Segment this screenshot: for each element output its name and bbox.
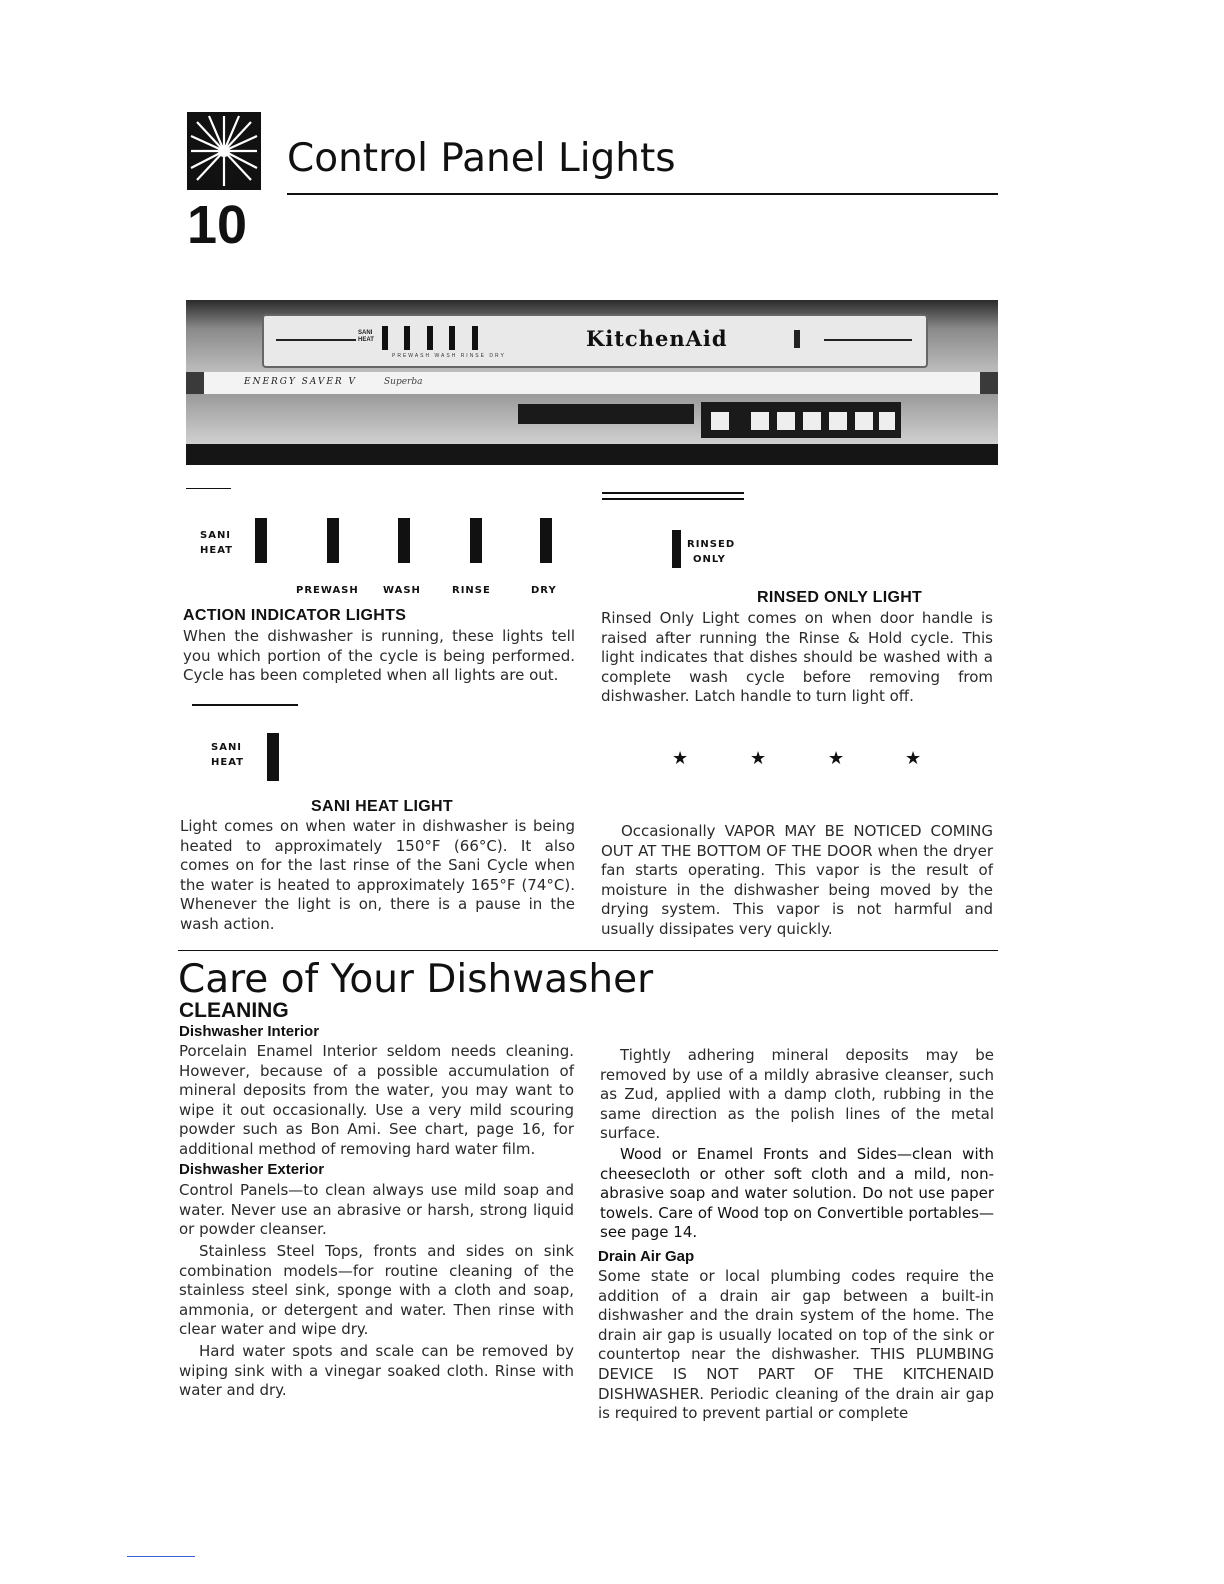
rinsed-only-text: Rinsed Only Light comes on when door handle is raised after running the Rinse & Hold cycle. This light indicates that dishes should be washed with a complete wash cycle before removing from dishwasher. Latch handle to turn light off.: [601, 609, 993, 706]
panel-lower: [186, 394, 998, 444]
panel-line-left: [276, 339, 356, 341]
rinsed-only-heading: RINSED ONLY LIGHT: [757, 589, 923, 606]
star-icon: ★: [905, 748, 922, 768]
indicator-light-wash: [398, 518, 410, 563]
footer-rule: [127, 1556, 195, 1557]
sani-heat-heading: SANI HEAT LIGHT: [311, 798, 453, 815]
page-title: Control Panel Lights: [287, 136, 676, 181]
wood-enamel-text: Wood or Enamel Fronts and Sides—clean with cheesecloth or other soft cloth and a mild, non-abrasive soap and water solution. Do not use paper towels. Care of Wood top on Convertible portables—see page 14.: [600, 1145, 994, 1242]
door-handle: [518, 404, 694, 424]
double-rule-top: [602, 492, 744, 494]
title-rule: [287, 193, 998, 195]
exterior-text-1: Control Panels—to clean always use mild soap and water. Never use an abrasive or harsh, strong liquid or powder cleanser.: [179, 1181, 574, 1239]
drain-air-gap-heading: Drain Air Gap: [598, 1248, 695, 1265]
section-rule: [178, 950, 998, 951]
cleaning-heading: CLEANING: [179, 999, 289, 1022]
panel-line-right: [824, 339, 912, 341]
star-icon: ★: [672, 748, 689, 768]
action-lights-text: When the dishwasher is running, these lights tell you which portion of the cycle is being performed. Cycle has been completed when all lights are out.: [183, 627, 575, 685]
panel-series-text: ENERGY SAVER V: [244, 377, 358, 387]
label-dry: DRY: [531, 585, 557, 596]
action-lights-heading: ACTION INDICATOR LIGHTS: [183, 607, 407, 624]
panel-cycle-labels: PREWASH WASH RINSE DRY: [392, 353, 506, 359]
rinsed-label-line2: ONLY: [693, 554, 726, 565]
sani-heat-light: [267, 733, 279, 781]
exterior-heading: Dishwasher Exterior: [179, 1161, 325, 1178]
panel-brand-logo: KitchenAid: [586, 326, 728, 351]
star-icon: ★: [828, 748, 845, 768]
exterior-text-3: Hard water spots and scale can be removed by wiping sink with a vinegar soaked cloth. Rinse with water and dry.: [179, 1342, 574, 1400]
sani-heat-heat-label: HEAT: [211, 757, 244, 768]
mineral-deposits-text: Tightly adhering mineral deposits may be removed by use of a mildly abrasive cleanser, such as Zud, applied with a damp cloth, rubbing in the same direction as the polish lines of the metal surface.: [600, 1046, 994, 1143]
label-prewash: PREWASH: [296, 585, 359, 596]
sani-heat-sani-label: SANI: [211, 742, 243, 753]
rinsed-label-line1: RINSED: [687, 539, 736, 550]
action-sani-label: SANI: [200, 530, 232, 541]
interior-heading: Dishwasher Interior: [179, 1023, 320, 1040]
panel-sub-text: Superba: [384, 377, 423, 387]
panel-strip: [204, 372, 980, 394]
care-title: Care of Your Dishwasher: [178, 957, 654, 1002]
panel-lights: [382, 326, 478, 352]
starburst-icon: [187, 112, 261, 190]
double-rule-bottom: [602, 498, 744, 500]
vapor-note: Occasionally VAPOR MAY BE NOTICED COMING OUT AT THE BOTTOM OF THE DOOR when the dryer fan starts operating. This vapor is the result of moisture in the dishwasher being moved by the drying system. This vapor is not harmful and usually dissipates very quickly.: [601, 822, 993, 938]
indicator-light-sani: [255, 518, 267, 563]
label-wash: WASH: [383, 585, 421, 596]
panel-face: [262, 314, 928, 368]
rinsed-only-light: [672, 530, 681, 568]
indicator-light-rinse: [470, 518, 482, 563]
action-heat-label: HEAT: [200, 545, 233, 556]
indicator-light-dry: [540, 518, 552, 563]
label-rinse: RINSE: [452, 585, 491, 596]
panel-bottom-shadow: [186, 444, 998, 465]
chapter-number: 10: [187, 195, 248, 255]
chapter-icon: [187, 112, 261, 190]
panel-small-indicator: [794, 330, 800, 348]
interior-text: Porcelain Enamel Interior seldom needs cleaning. However, because of a possible accumulation of mineral deposits from the water, you may want to wipe it out occasionally. Use a very mild scouring powder such as Bon Ami. See chart, page 16, for additional method of removing hard water film.: [179, 1042, 574, 1158]
control-panel-photo: [186, 300, 998, 465]
star-icon: ★: [750, 748, 767, 768]
sani-heat-text: Light comes on when water in dishwasher is being heated to approximately 150°F (66°C). It also comes on for the last rinse of the Sani Cycle when the water is heated to approximately 165°F (74°C). Whenever the light is on, there is a pause in the wash action.: [180, 817, 575, 933]
panel-sani-heat-label: SANI HEAT: [358, 330, 374, 343]
panel-buttons: [701, 402, 901, 438]
exterior-text-2: Stainless Steel Tops, fronts and sides on sink combination models—for routine cleaning of the stainless steel sink, sponge with a cloth and soap, ammonia, or detergent and water. Then rinse with clear water and wipe dry.: [179, 1242, 574, 1339]
short-rule-left-2: [192, 704, 298, 706]
star-row: [672, 748, 922, 772]
indicator-light-prewash: [327, 518, 339, 563]
drain-air-gap-text: Some state or local plumbing codes require the addition of a drain air gap between a built-in dishwasher and the drain system of the home. The drain air gap is usually located on top of the sink or countertop near the dishwasher. THIS PLUMBING DEVICE IS NOT PART OF THE KITCHENAID DISHWASHER. Periodic cleaning of the drain air gap is required to prevent partial or complete: [598, 1267, 994, 1423]
short-rule-left: [186, 488, 231, 489]
